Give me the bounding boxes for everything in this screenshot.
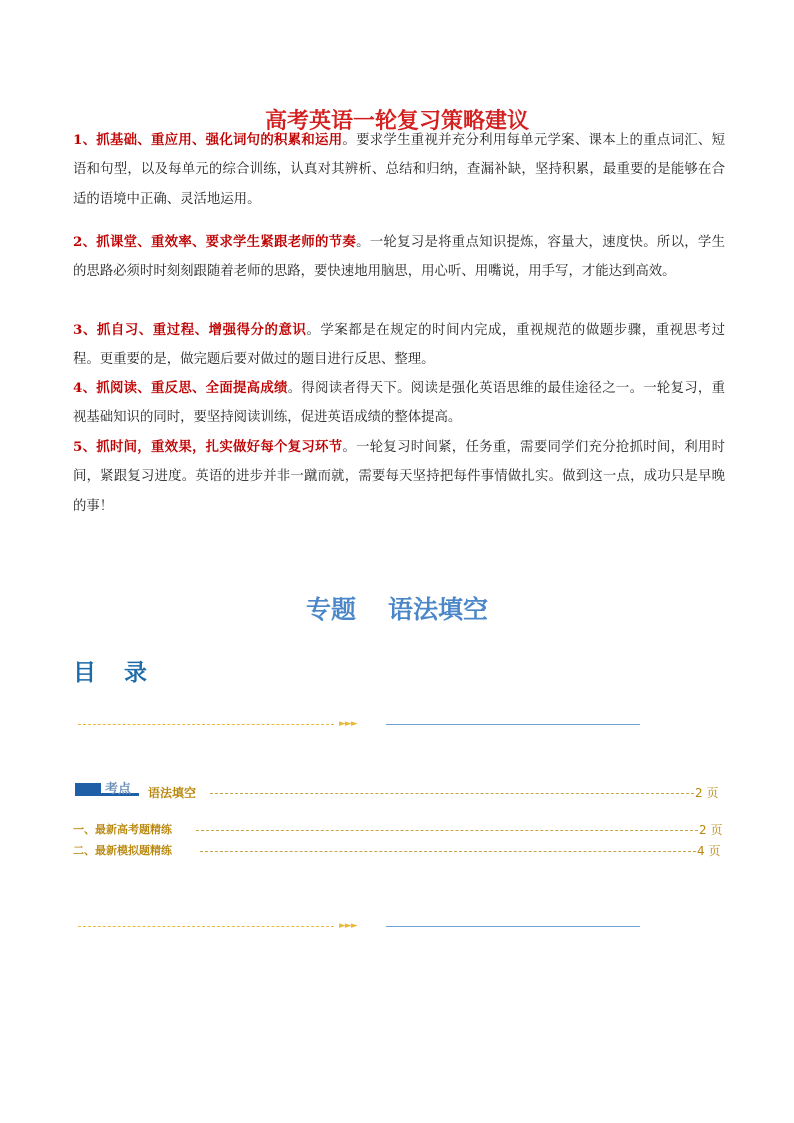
strategy-lead-1: 1、抓基础、重应用、强化词句的积累和运用 [73, 132, 343, 148]
topic-badge [75, 780, 139, 796]
toc-entry-label: 一、最新高考题精练 [73, 823, 172, 836]
subject-heading [0, 590, 794, 626]
strategy-body-3: 。学案都是在规定的时间内完成，重视规范的做题步骤，重视思考过程。更重要的是，做完题后要对做过的题目进行反思、整理。 [73, 323, 725, 368]
subject-name: 语法填空 [388, 595, 489, 624]
strategy-lead-3: 3、抓自习、重过程、增强得分的意识 [73, 322, 307, 338]
toc-entry-label: 语法填空 [148, 786, 197, 800]
strategy-paragraph-1 [73, 126, 725, 214]
strategy-body-1: 。要求学生重视并充分利用每单元学案、课本上的重点词汇、短语和句型，以及每单元的综合训练，认真对其辨析、总结和归纳，查漏补缺，坚持积累，最重要的是能够在合适的语境中正确、灵活地运用。 [73, 133, 725, 207]
toc-page-number: 2 页 [699, 823, 723, 837]
strategy-paragraph-5 [73, 433, 725, 521]
strategy-paragraph-3 [73, 316, 725, 375]
toc-entry-label: 二、最新模拟题精练 [73, 844, 172, 857]
toc-title: 目 录 [73, 660, 158, 686]
strategy-paragraph-4 [73, 374, 725, 433]
toc-page-number: 2 页 [695, 786, 719, 800]
subject-label: 专题 [305, 595, 356, 624]
arrow-icon: ►►► [339, 921, 357, 931]
toc-leader [196, 830, 698, 831]
toc-leader [210, 793, 694, 794]
strategy-lead-4: 4、抓阅读、重反思、全面提高成绩 [73, 380, 288, 396]
strategy-body-4: 。得阅读者得天下。阅读是强化英语思维的最佳途径之一。一轮复习，重视基础知识的同时，要坚持阅读训练，促进英语成绩的整体提高。 [73, 381, 725, 426]
strategy-body-5: 。一轮复习时间紧，任务重，需要同学们充分抢抓时间，利用时间，紧跟复习进度。英语的进步并非一蹴而就，需要每天坚持把每件事情做扎实。做到这一点，成功只是早晚的事！ [73, 440, 725, 514]
toc-leader [200, 851, 696, 852]
toc-page-number: 4 页 [697, 844, 721, 858]
toc-divider-bottom [78, 922, 640, 932]
toc-divider-top [78, 720, 640, 730]
strategy-body-2: 。一轮复习是将重点知识提炼，容量大，速度快。所以，学生的思路必须时时刻刻跟随着老师的思路，要快速地用脑思，用心听、用嘴说，用手写，才能达到高效。 [73, 235, 725, 280]
strategy-lead-5: 5、抓时间，重效果，扎实做好每个复习环节 [73, 439, 343, 455]
document-title: 高考英语一轮复习策略建议 [264, 108, 529, 134]
topic-badge-label: 考点 [105, 782, 132, 797]
strategy-lead-2: 2、抓课堂、重效率、要求学生紧跟老师的节奏 [73, 234, 357, 250]
arrow-icon: ►►► [339, 719, 357, 729]
strategy-paragraph-2 [73, 228, 725, 287]
